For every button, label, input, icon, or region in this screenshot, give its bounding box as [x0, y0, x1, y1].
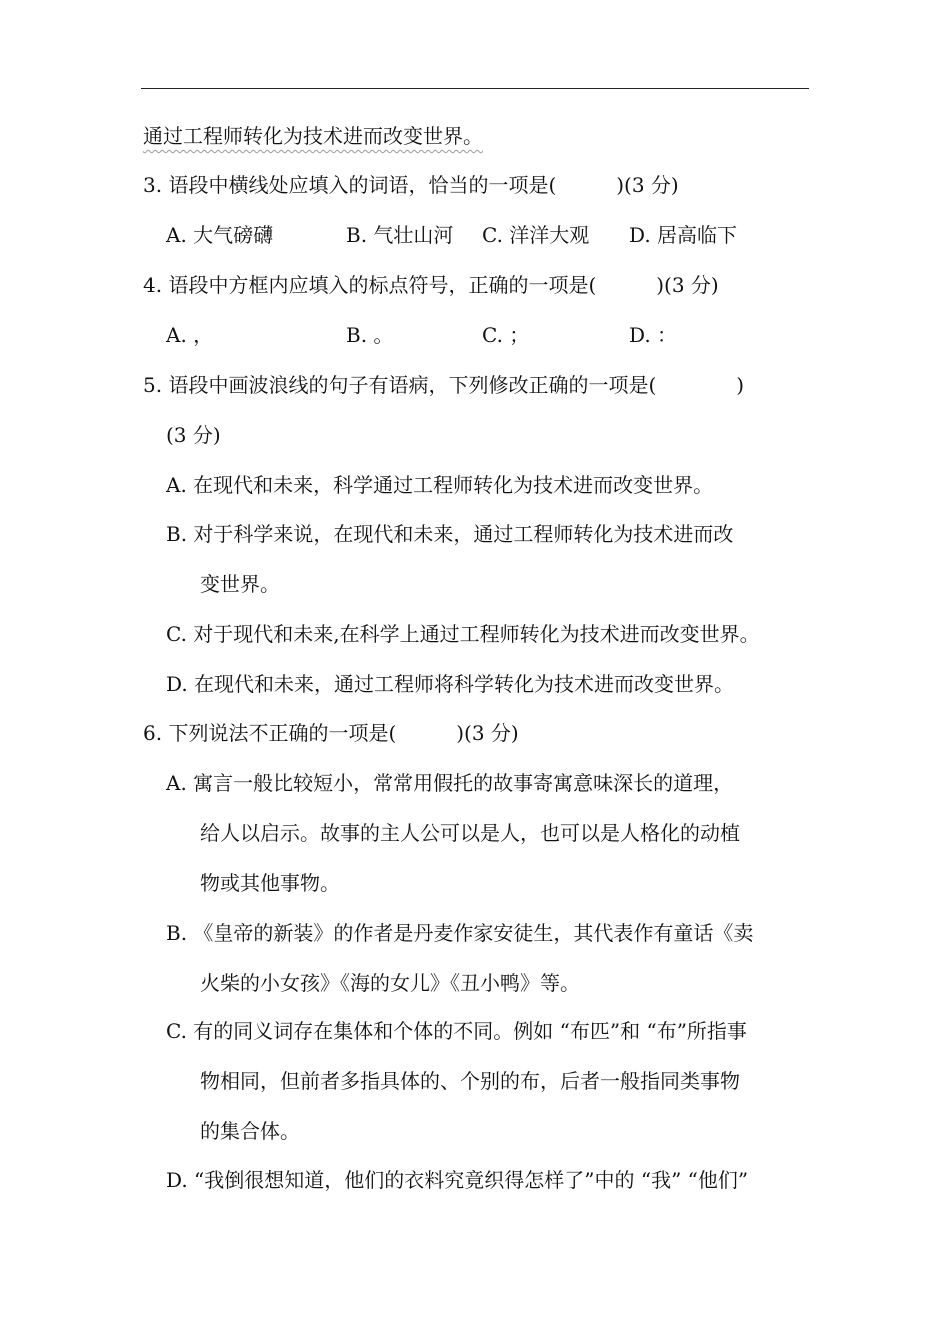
question-5-stem: 5. 语段中画波浪线的句子有语病，下列修改正确的一项是( ) — [143, 373, 745, 397]
q3-option-d: D. 居高临下 — [629, 223, 738, 247]
q6-option-a-line1: A. 寓言一般比较短小，常常用假托的故事寄寓意味深长的道理， — [166, 771, 734, 795]
q6-option-d-line1: D. “我倒很想知道，他们的衣料究竟织得怎样了”中的 “我” “他们” — [166, 1168, 749, 1192]
question-6-stem: 6. 下列说法不正确的一项是( )(3 分) — [143, 721, 519, 745]
q4-option-d: D. ： — [629, 323, 678, 347]
q4-option-a: A. ， — [166, 323, 214, 347]
q6-option-c-line3: 的集合体。 — [200, 1119, 300, 1143]
q5-option-c: C. 对于现代和未来,在科学上通过工程师转化为技术进而改变世界。 — [166, 622, 760, 646]
q6-option-b-line1: B. 《皇帝的新装》的作者是丹麦作家安徒生，其代表作有童话《卖 — [166, 921, 754, 945]
question-4-stem: 4. 语段中方框内应填入的标点符号，正确的一项是( )(3 分) — [143, 273, 719, 297]
q6-option-c-line1: C. 有的同义词存在集体和个体的不同。例如 “布匹”和 “布”所指事 — [166, 1019, 747, 1043]
q5-option-d: D. 在现代和未来，通过工程师将科学转化为技术进而改变世界。 — [166, 672, 735, 696]
q6-option-a-line2: 给人以启示。故事的主人公可以是人，也可以是人格化的动植 — [200, 821, 740, 845]
q3-option-c: C. 洋洋大观 — [482, 223, 590, 247]
q3-option-b: B. 气壮山河 — [346, 223, 454, 247]
q3-option-a: A. 大气磅礴 — [166, 223, 274, 247]
header-rule — [141, 88, 809, 89]
q5-option-b-line1: B. 对于科学来说，在现代和未来，通过工程师转化为技术进而改 — [166, 522, 734, 546]
q6-option-c-line2: 物相同，但前者多指具体的、个别的布，后者一般指同类事物 — [200, 1069, 740, 1093]
q4-option-c: C. ； — [482, 323, 530, 347]
q5-option-a: A. 在现代和未来，科学通过工程师转化为技术进而改变世界。 — [166, 473, 714, 497]
question-5-score: (3 分) — [166, 423, 221, 447]
q5-option-b-line2: 变世界。 — [200, 572, 280, 596]
q4-option-b: B. 。 — [346, 323, 394, 347]
continuation-text — [143, 123, 483, 149]
wavy-underlined-sentence: 通过工程师转化为技术进而改变世界。 — [143, 124, 483, 148]
q6-option-b-line2: 火柴的小女孩》《海的女儿》《丑小鸭》等。 — [200, 971, 580, 995]
q6-option-a-line3: 物或其他事物。 — [200, 871, 340, 895]
question-3-stem: 3. 语段中横线处应填入的词语，恰当的一项是( )(3 分) — [143, 173, 679, 197]
